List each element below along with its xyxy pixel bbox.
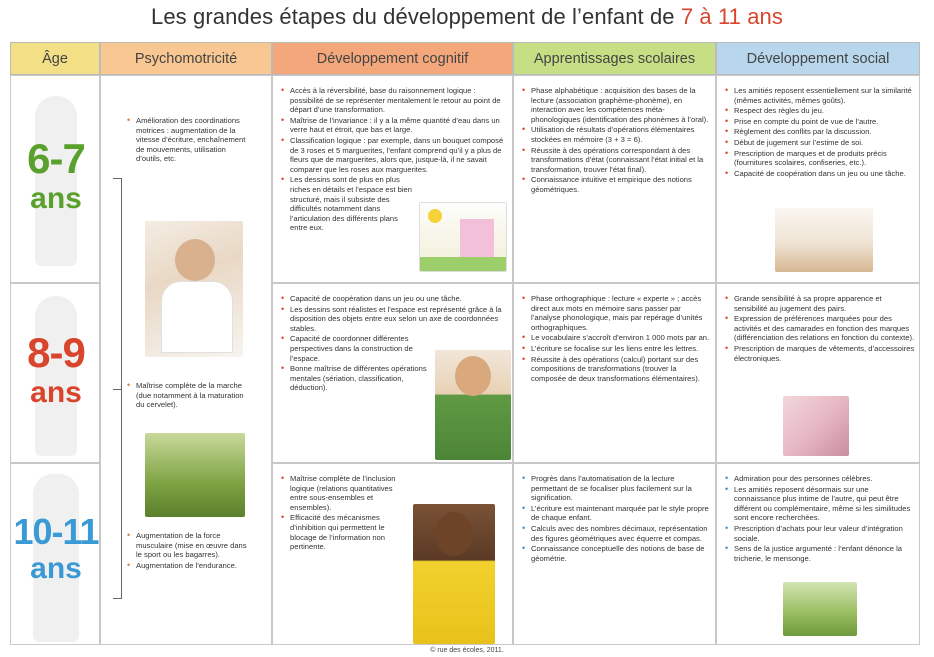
list-item: • Capacité de coopération dans un jeu ou une tâche. xyxy=(725,169,915,179)
list-item: • Augmentation de l’endurance. xyxy=(127,561,247,571)
list-item: • Prescription de marques et de produits précis (fournitures scolaires, confiseries, etc.). xyxy=(725,149,915,168)
child-drawing-image xyxy=(419,202,507,272)
cog-cell-8-9 xyxy=(272,283,513,463)
boy-yellow-shirt-photo xyxy=(413,504,495,644)
soc-list-8-9 xyxy=(725,294,915,364)
app-list-10-11 xyxy=(522,474,712,564)
psy-group-2 xyxy=(127,381,247,411)
header-psychomotricite: Psychomotricité xyxy=(100,42,272,75)
list-item: • Prescription de marques de vêtements, d’accessoires électroniques. xyxy=(725,344,915,363)
age-number: 10-11 xyxy=(13,511,99,552)
list-item: • Connaissance conceptuelle des notions de base de géométrie. xyxy=(522,544,712,563)
list-item: • Amélioration des coordinations motrices : augmentation de la vitesse d’écriture, enchaînement de mouvements, utilisation d’outils, etc. xyxy=(127,116,247,164)
list-item: • L’écriture se focalise sur les liens entre les lettres. xyxy=(522,344,712,354)
list-item: • L’écriture est maintenant marquée par le style propre de chaque enfant. xyxy=(522,504,712,523)
list-item: • Réussite à des opérations (calcul) portant sur des compositions de transformations (trouver la composée de deux transformations élémentaires). xyxy=(522,355,712,384)
soc-list-10-11 xyxy=(725,474,915,564)
list-item: • Les dessins sont réalistes et l’espace est représenté grâce à la disposition des objets entre eux selon un axe de coordonnées stables. xyxy=(281,305,509,334)
list-item: • Prise en compte du point de vue de l’autre. xyxy=(725,117,915,127)
list-item: • Les amitiés reposent désormais sur une connaissance plus intime de l’autre, qui peut être différent ou complémentaire, même si les similitudes sont encore recherchées. xyxy=(725,485,915,523)
psy-list-1 xyxy=(127,116,247,164)
kids-park-photo xyxy=(783,582,857,636)
psy-group-1 xyxy=(127,116,247,165)
age-cell-10-11 xyxy=(10,463,100,645)
list-item: • Phase orthographique : lecture « experte » ; accès direct aux mots en mémoire sans passer par l’analyse phonologique, mais par repérage d’unités orthographiques. xyxy=(522,294,712,332)
age-label-8-9 xyxy=(11,329,100,409)
list-item: • Maîtrise de l’invariance : il y a la même quantité d’eau dans un verre haut et étroit, que bas et large. xyxy=(281,116,509,135)
kids-running-photo xyxy=(145,433,245,517)
boy-green-shirt-photo xyxy=(435,350,511,460)
list-item: • Expression de préférences marquées pour des activités et des camarades en fonction des marques (différenciation des relations en fonction du contexte). xyxy=(725,314,915,343)
age-cell-6-7 xyxy=(10,75,100,283)
face-shape xyxy=(455,356,491,396)
psy-group-3 xyxy=(127,531,247,571)
age-unit: ans xyxy=(30,376,82,409)
boy-writing-photo xyxy=(145,221,243,357)
age-label-6-7 xyxy=(11,135,100,215)
face-shape xyxy=(175,239,215,281)
grass-shape xyxy=(420,257,506,271)
age-unit: ans xyxy=(30,182,82,215)
age-number: 8-9 xyxy=(27,329,85,376)
title-accent: 7 à 11 ans xyxy=(680,4,783,29)
age-number: 6-7 xyxy=(27,135,85,182)
list-item: • Début de jugement sur l’estime de soi. xyxy=(725,138,915,148)
header-age: Âge xyxy=(10,42,100,75)
soc-cell-6-7 xyxy=(716,75,920,283)
age-cell-8-9 xyxy=(10,283,100,463)
copyright-footer: © rue des écoles, 2011. xyxy=(430,647,504,654)
age-label-10-11 xyxy=(11,511,100,585)
cog-cell-10-11 xyxy=(272,463,513,645)
list-item: • Maîtrise complète de l’inclusion logique (relations quantitatives entre sous-ensembles et ensembles). xyxy=(281,474,411,512)
list-item: • Respect des règles du jeu. xyxy=(725,106,915,116)
app-cell-10-11 xyxy=(513,463,716,645)
psy-list-2 xyxy=(127,381,247,410)
app-cell-6-7 xyxy=(513,75,716,283)
list-item: • Grande sensibilité à sa propre apparence et sensibilité au jugement des pairs. xyxy=(725,294,915,313)
list-item: • Phase alphabétique : acquisition des bases de la lecture (association graphème-phonème), en interaction avec les compétences méta-phonologiques (identification des phonèmes à l’oral). xyxy=(522,86,712,124)
list-item: • Connaissance intuitive et empirique des notions géométriques. xyxy=(522,175,712,194)
connector-line xyxy=(113,178,122,179)
kids-playing-photo xyxy=(775,208,873,272)
girl-mirror-photo xyxy=(783,396,849,456)
list-item: • Bonne maîtrise de différentes opérations mentales (sériation, classification, déduction). xyxy=(281,364,430,393)
list-item: • Les amitiés reposent essentiellement sur la similarité (mêmes activités, mêmes goûts). xyxy=(725,86,915,105)
list-item: • Utilisation de résultats d’opérations élémentaires stockées en mémoire (3 + 3 = 6). xyxy=(522,125,712,144)
list-item: • Progrès dans l’automatisation de la lecture permettant de se focaliser plus facilement sur la signification. xyxy=(522,474,712,503)
face-shape xyxy=(435,512,473,556)
psychomotricite-column xyxy=(100,75,272,645)
list-item: • Accès à la réversibilité, base du raisonnement logique : possibilité de se représenter mentalement le retour au point de départ d’une transformation. xyxy=(281,86,509,115)
connector-line xyxy=(121,178,122,598)
connector-line xyxy=(113,389,122,390)
cog-list-10-11 xyxy=(281,474,411,553)
list-item: • Augmentation de la force musculaire (mise en œuvre dans le sport ou les bagarres). xyxy=(127,531,247,560)
soc-list-6-7 xyxy=(725,86,915,179)
app-list-8-9 xyxy=(522,294,712,384)
list-item: • Les dessins sont de plus en plus riches en détails et l’espace est bien structuré, mais il subsiste des difficultés notamment dans l’articulation des différents plans entre eux. xyxy=(281,175,415,233)
app-list-6-7 xyxy=(522,86,712,196)
list-item: • Sens de la justice argumenté : l’enfant dénonce la tricherie, le mensonge. xyxy=(725,544,915,563)
list-item: • Efficacité des mécanismes d’inhibition qui permettent le blocage de l’information non pertinente. xyxy=(281,513,411,551)
cog-cell-6-7 xyxy=(272,75,513,283)
soc-cell-8-9 xyxy=(716,283,920,463)
soc-cell-10-11 xyxy=(716,463,920,645)
house-shape xyxy=(460,219,494,257)
list-item: • Admiration pour des personnes célèbres. xyxy=(725,474,915,484)
list-item: • Règlement des conflits par la discussion. xyxy=(725,127,915,137)
list-item: • Prescription d’achats pour leur valeur d’intégration sociale. xyxy=(725,524,915,543)
title-main: Les grandes étapes du développement de l’enfant de xyxy=(151,4,681,29)
list-item: • Réussite à des opérations correspondant à des transformations d’état (connaissant l’état initial et la transformation, trouver l’état final). xyxy=(522,146,712,175)
connector-line xyxy=(113,598,122,599)
header-apprentissages-scolaires: Apprentissages scolaires xyxy=(513,42,716,75)
list-item: • Classification logique : par exemple, dans un bouquet composé de 3 roses et 5 marguerites, l’enfant comprend qu’il y a plus de fleurs que de marguerites, alors que, jusque-là, il ne savait comparer que les roses aux marguerites. xyxy=(281,136,509,174)
age-unit: ans xyxy=(30,552,82,585)
header-developpement-social: Développement social xyxy=(716,42,920,75)
psy-list-3 xyxy=(127,531,247,570)
header-developpement-cognitif: Développement cognitif xyxy=(272,42,513,75)
page-title xyxy=(0,4,934,30)
list-item: • Capacité de coordonner différentes perspectives dans la construction de l’espace. xyxy=(281,334,440,363)
list-item: • Le vocabulaire s’accroît d’environ 1 000 mots par an. xyxy=(522,333,712,343)
sun-shape xyxy=(428,209,442,223)
shirt-shape xyxy=(161,281,233,353)
list-item: • Capacité de coopération dans un jeu ou une tâche. xyxy=(281,294,509,304)
list-item: • Maîtrise complète de la marche (due notamment à la maturation du cervelet). xyxy=(127,381,247,410)
app-cell-8-9 xyxy=(513,283,716,463)
list-item: • Calculs avec des nombres décimaux, représentation des figures géométriques avec équerre et compas. xyxy=(522,524,712,543)
